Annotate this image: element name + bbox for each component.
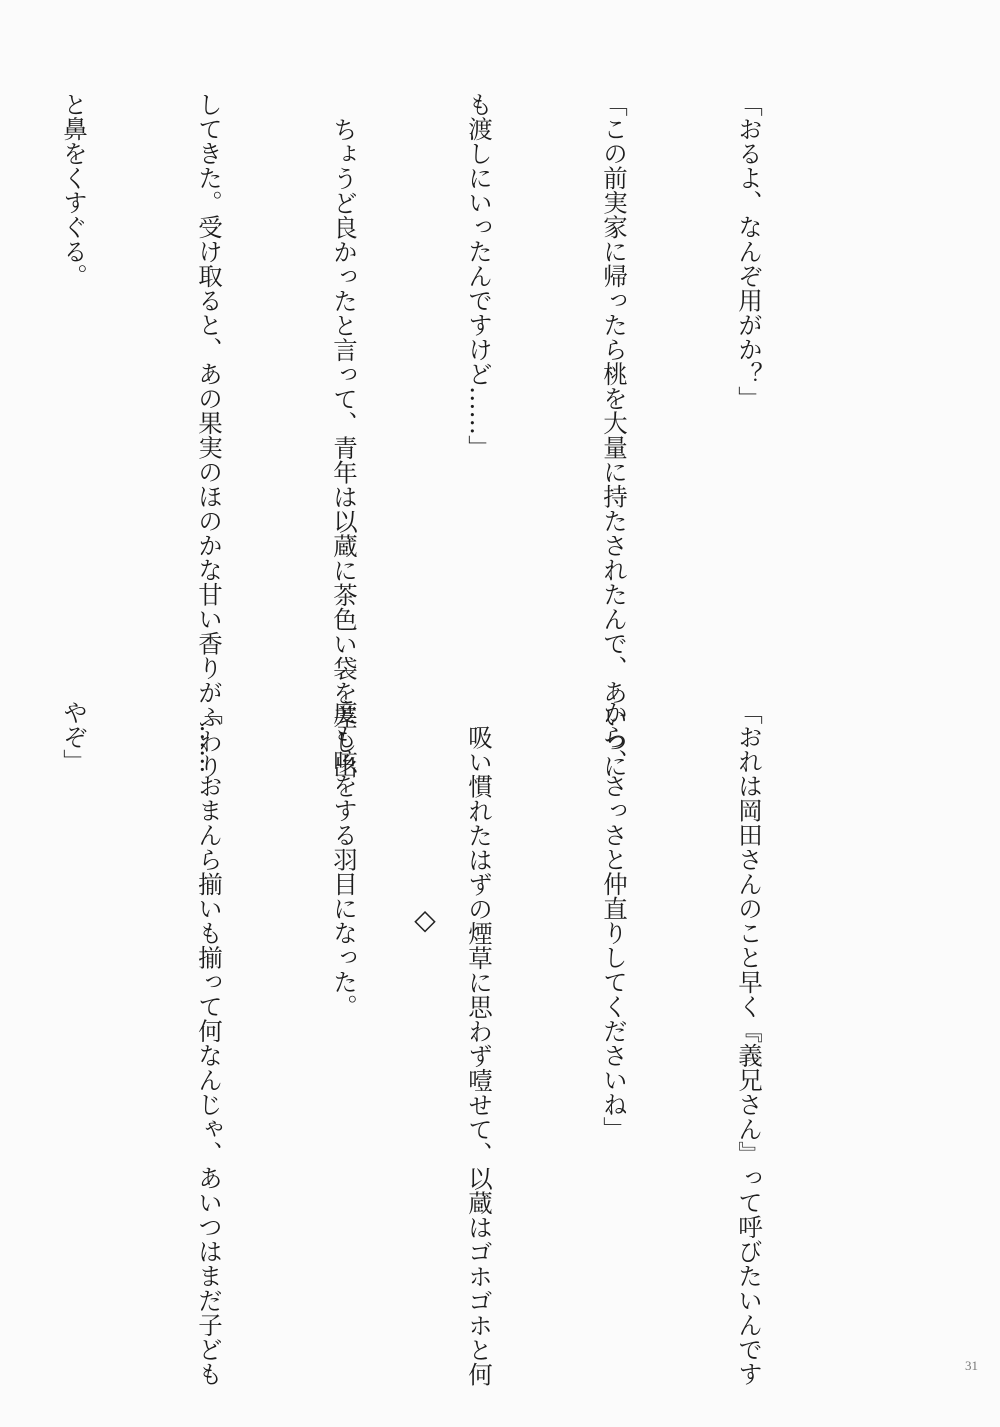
text-line: 「この前実家に帰ったら桃を大量に持たされたんで、あいつに [600,92,629,778]
text-line: と鼻をくすぐる。 [60,92,89,288]
text-line: やぞ」 [60,700,89,774]
scene-break-diamond-icon: ◇ [414,903,436,936]
text-line: 「……おまんら揃いも揃って何なんじゃ、あいつはまだ子ども [195,700,224,1386]
text-line: から、さっさと仲直りしてくださいね」 [600,700,629,1141]
text-line: 「おるよ、なんぞ用がか？」 [735,92,764,411]
page-number: 31 [965,1358,978,1373]
text-line: してきた。受け取ると、あの果実のほのかな甘い香りがふわり [195,92,224,778]
lower-text-block [0,700,862,1386]
text-line: ちょうど良かったと言って、青年は以蔵に茶色い袋を差し出 [330,116,359,778]
text-line: 度も咳をする羽目になった。 [330,700,359,1019]
text-line: 「おれは岡田さんのこと早く『義兄さん』って呼びたいんです [735,700,764,1386]
text-line: も渡しにいったんですけど……」 [465,92,494,460]
text-line: 吸い慣れたはずの煙草に思わず噎せて、以蔵はゴホゴホと何 [465,724,494,1386]
